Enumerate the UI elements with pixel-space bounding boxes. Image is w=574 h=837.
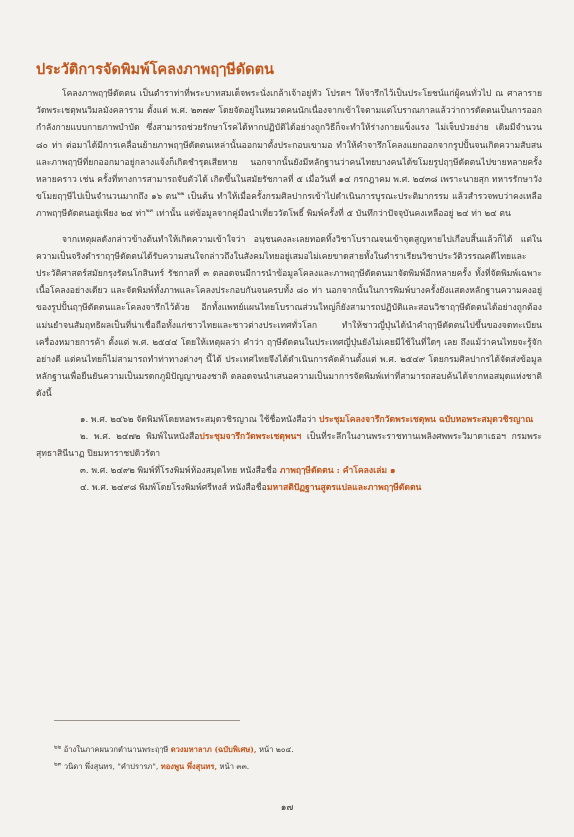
page-title: ประวัติการจัดพิมพ์โคลงภาพฤๅษีดัดตน [36, 62, 274, 78]
list-item [36, 480, 542, 497]
footnote-text: วนิดา พึ่งสุนทร, "คำปรารภ", [63, 762, 161, 771]
main-content [36, 60, 542, 498]
footnote-22 [54, 744, 524, 756]
list-item [36, 429, 542, 463]
paragraph-1 [36, 86, 542, 224]
footnote-source: ทองพูน พึ่งสุนทร, [160, 762, 218, 771]
footnote-text: หน้า ๒๐๔. [256, 745, 294, 754]
paragraph-2: จากเหตุผลดังกล่าวข้างต้นทำให้เกิดความเข้าใจว่า อนุชนคงละเลยทอดทิ้งวิชาโบราณจนเข้าจุดสูญหายไปเกือบสิ้นแล้วก็ได้ แต่ในความเป็นจริงตำราฤๅษีดัดตนได้รับความสนใจกล่าวถึงในสังคมไทยอยู่เสมอไม่เคยขาดสายทั้งในตำราเรียนวิชาประวัติวรรณคดีไทยและประวัติศาสตร์สมัยกรุงรัตนโกสินทร์ รัชกาลที่ ๓ ตลอดจนมีการนำข้อมูลโคลงและภาพฤๅษีดัดตนมาจัดพิมพ์อีกหลายครั้ง ทั้งที่จัดพิมพ์เฉพาะเนื้อโคลงอย่างเดียว และจัดพิมพ์ทั้งภาพและโคลงประกอบกันจนครบทั้ง ๘๐ ท่า นอกจากนั้นในการพิมพ์บางครั้งยังแสดงหลักฐานความคงอยู่ของรูปปั้นฤๅษีดัดตนและโคลงจารึกไว้ด้วย อีกทั้งแพทย์แผนไทยโบราณส่วนใหญ่ก็ยังสามารถปฏิบัติและสอนวิชาฤๅษีดัดตนได้อย่างถูกต้องแม่นยำจนสัมฤทธิผลเป็นที่น่าเชื่อถือทั้งแก่ชาวไทยและชาวต่างประเทศทั่วโลก ทำให้ชาวญี่ปุ่นได้นำคำฤๅษีดัดตนไปขึ้นของจดทะเบียนเครื่องหมายการค้า ตั้งแต่ พ.ศ. ๒๕๔๔ โดยให้เหตุผลว่า คำว่า ฤๅษีดัดตนในประเทศญี่ปุ่นยังไม่เคยมีใช้ในที่ใดๆ เลย ถึงแม้ว่าคนไทยจะรู้จักอย่างดี แต่คนไทยก็ไม่สามารถทำท่าทางต่างๆ นี้ได้ ประเทศไทยจึงได้ดำเนินการคัดค้านตั้งแต่ พ.ศ. ๒๕๔๙ โดยกรมศิลปากรได้จัดส่งข้อมูลหลักฐานเพื่อยืนยันความเป็นมรดกภูมิปัญญาของชาติ ตลอดจนนำเสนอความเป็นมาการจัดพิมพ์เท่าที่สามารถสอบค้นได้จากหอสมุดแห่งชาติ ดังนี้ [36, 234, 542, 400]
footnote-divider [54, 720, 240, 721]
paragraph-1-text: โคลงภาพฤๅษีดัดตน เป็นตำราท่าที่พระบาทสมเด็จพระนั่งเกล้าเจ้าอยู่หัว โปรดฯ ให้จารึกไว้เป็นประโยชน์แก่ผู้คนทั่วไป ณ ศาลารายวัดพระเชตุพนวิมลมังคลาราม ตั้งแต่ พ.ศ. ๒๓๗๙ โดยจัดอยู่ในหมวดคนนักเนื่องจากเข้าใจตามแต่โบราณกาลแล้วว่าการดัดตนเป็นการออกกำลังกายแบบกายภาพบำบัด ซึ่งสามารถช่วยรักษาโรคได้หากปฏิบัติได้อย่างถูกวิธีก็จะทำให้ร่างกายแข็งแรง ไม่เจ็บป่วยง่าย เดิมมีจำนวน ๘๐ ท่า ต่อมาได้มีการเคลื่อนย้ายภาพฤๅษีดัดตนเหล่านั้นออกมาตั้งประกอบเขามอ ทำให้คำจารึกโคลงแยกออกจากรูปปั้นจนเกิดความสับสน และภาพฤๅษีที่ยกออกมาอยู่กลางแจ้งก็เกิดชำรุดเสียหาย นอกจากนั้นยังมีหลักฐานว่าคนไทยบางคนได้ขโมยรูปฤๅษีดัดตนไปขายหลายครั้งหลายคราว เช่น ครั้งที่ทางการสามารถจับตัวได้ เกิดขึ้นในสมัยรัชกาลที่ ๕ เมื่อวันที่ ๑๔ กรกฎาคม พ.ศ. ๒๔๓๘ เพราะนายสุก ทหารรักษาวังขโมยฤๅษีไปเป็นจำนวนมากถึง ๑๖ ตน [36, 89, 542, 203]
list-item-text: ๔. พ.ศ. ๒๔๙๘ พิมพ์โดยโรงพิมพ์ศรีหงส์ หนังสือชื่อ [80, 483, 267, 494]
footnote-mark: ๒๒ [54, 744, 62, 751]
footnote-text: อ้างในภาคผนวกตำนานพระฤๅษี [63, 745, 171, 754]
list-item-title: ประชุมจารึกวัดพระเชตุพนฯ [199, 431, 302, 442]
footnote-mark: ๒๓ [54, 761, 62, 768]
paragraph-1-end: เท่านั้น แต่ข้อมูลจากคู่มือนำเที่ยววัดโพธิ์ พิมพ์ครั้งที่ ๕ บันทึกว่าปัจจุบันคงเหลืออยู่ ๒๔ ท่า ๒๔ ตน [153, 209, 511, 220]
paragraph-1-mid: เป็นต้น ทำให้เมื่อครั้งกรมศิลปากรเข้าไปดำเนินการบูรณะประติมากรรม แล้วสำรวจพบว่าคงเหลือภาพฤๅษีดัดตนอยู่เพียง ๒๔ ท่า [36, 192, 542, 220]
list-item [36, 463, 542, 480]
list-item [36, 412, 542, 429]
page-number: ๑๗ [280, 803, 294, 813]
list-item-title: มหาสติปัฏฐานสูตรแปลและภาพฤๅษีดัดตน [266, 483, 422, 494]
list-item-text: ๑. พ.ศ. ๒๔๖๒ จัดพิมพ์โดยหอพระสมุดวชิรญาณ ใช้ชื่อหนังสือว่า [80, 414, 319, 425]
list-item-text: ๒. พ.ศ. ๒๔๗๒ พิมพ์ในหนังสือ [80, 431, 200, 442]
footnote-ref-23[interactable]: ๒๓ [146, 208, 154, 215]
list-item-text: เป็นที่ระลึกในงานพระราชทานเพลิงศพพระวิมาดาเธอฯ กรมพระสุทธาสินีนาฏ ปิยมหาราชปดิวรัดา [36, 431, 542, 460]
footnote-text: หน้า ๓๓. [217, 762, 250, 771]
footnote-source: ดวงมหาลาภ (ฉบับพิเศษ), [170, 745, 257, 754]
footnote-23 [54, 761, 524, 773]
list-item-title: ภาพฤๅษีดัดตน : คำโคลงเล่ม ๑ [279, 466, 396, 477]
footnote-ref-22[interactable]: ๒๒ [177, 191, 185, 198]
list-item-title: ประชุมโคลงจารึกวัดพระเชตุพน ฉบับหอพระสมุดวชิรญาณ [318, 414, 534, 425]
list-item-text: ๓. พ.ศ. ๒๔๙๒ พิมพ์ที่โรงพิมพ์ห้องสมุดไทย หนังสือชื่อ [80, 466, 280, 477]
